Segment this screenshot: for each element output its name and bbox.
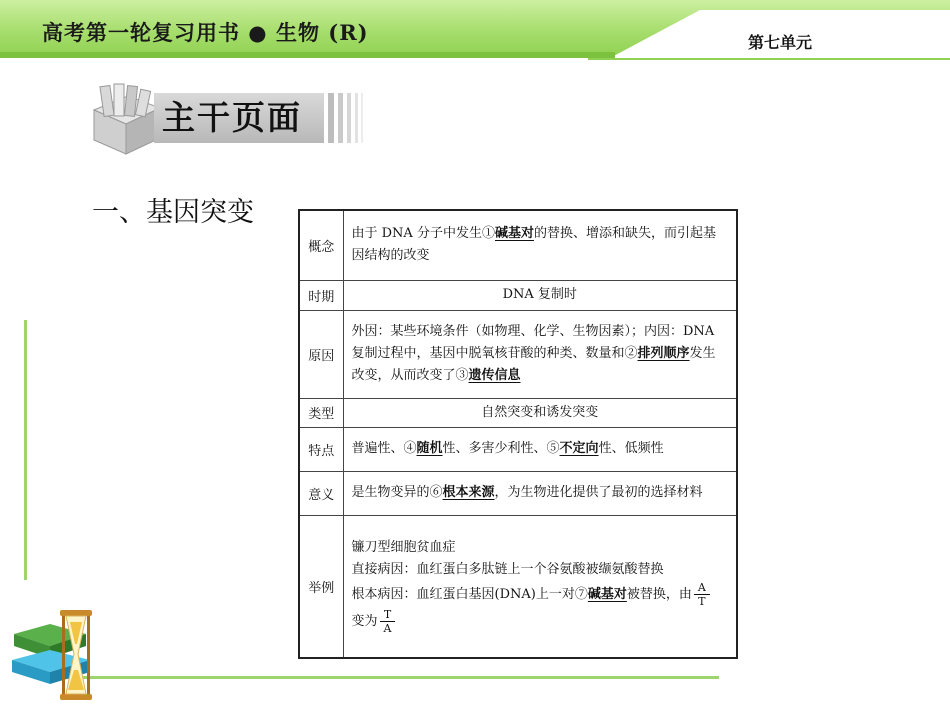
feature-text-1: 普遍性、④ <box>351 441 417 456</box>
left-decor-line <box>24 320 27 580</box>
row-label: 意义 <box>299 471 343 515</box>
concept-text-1: 由于 DNA 分子中发生① <box>351 226 495 242</box>
table-row <box>299 427 737 471</box>
feature-cell <box>343 427 737 471</box>
feature-text-2: 性、多害少利性、⑤ <box>442 441 560 456</box>
concept-cell <box>343 210 737 280</box>
example-line-4-text: 变为 <box>351 614 378 630</box>
example-line-4 <box>352 608 729 635</box>
table-row <box>299 210 737 280</box>
feature-text-3: 性、低频性 <box>598 441 664 456</box>
fraction-numerator: A <box>694 581 710 595</box>
type-cell: 自然突变和诱发突变 <box>343 398 737 427</box>
row-label: 特点 <box>299 427 343 471</box>
answer-1: 碱基对 <box>494 226 534 242</box>
example-line-1: 镰刀型细胞贫血症 <box>351 540 456 556</box>
book-title: 高考第一轮复习用书 ● 生物 (R) <box>42 20 369 45</box>
fraction-denominator: T <box>698 595 706 609</box>
badge-label: 主干页面 <box>162 98 302 137</box>
hourglass-books-icon <box>10 604 96 704</box>
books-icon <box>88 82 164 156</box>
example-line-3-text-1: 根本病因：血红蛋白基因(DNA)上一对⑦ <box>351 587 588 603</box>
row-label: 举例 <box>299 515 343 658</box>
header-banner-edge <box>0 52 615 58</box>
row-label: 类型 <box>299 398 343 427</box>
row-label: 概念 <box>299 210 343 280</box>
table-row <box>299 280 737 310</box>
answer-3: 遗传信息 <box>468 368 521 383</box>
row-label: 原因 <box>299 310 343 398</box>
table-row <box>299 471 737 515</box>
gene-mutation-table <box>298 209 738 659</box>
fraction-numerator: T <box>380 608 396 622</box>
answer-6: 根本来源 <box>442 485 495 500</box>
table-row <box>299 310 737 398</box>
example-line-3 <box>352 581 729 608</box>
example-line-2: 直接病因：血红蛋白多肽链上一个谷氨酸被缬氨酸替换 <box>351 562 664 578</box>
fraction-t-over-a <box>380 608 396 635</box>
unit-underline <box>588 58 950 60</box>
answer-5: 不定向 <box>559 441 599 456</box>
cause-cell <box>343 310 737 398</box>
fraction-denominator: A <box>383 622 392 636</box>
table-row <box>299 398 737 427</box>
answer-7: 碱基对 <box>587 587 627 603</box>
example-cell <box>343 515 737 658</box>
bottom-decor-line <box>54 676 719 679</box>
badge-stripes <box>326 93 366 143</box>
answer-2: 排列顺序 <box>637 346 690 361</box>
meaning-text-2: ，为生物进化提供了最初的选择材料 <box>494 485 703 500</box>
meaning-text-1: 是生物变异的⑥ <box>351 485 443 500</box>
answer-4: 随机 <box>416 441 443 456</box>
meaning-cell <box>343 471 737 515</box>
table-row <box>299 515 737 658</box>
cause-text-2: 发生改变，从而改变了③ <box>351 346 716 383</box>
fraction-a-over-t <box>694 581 710 608</box>
unit-label: 第七单元 <box>748 33 813 52</box>
example-line-3-text-2: 被替换，由 <box>626 587 692 603</box>
concept-text-2: 的替换、增添和缺失，而引起基因结构的改变 <box>351 226 716 264</box>
row-label: 时期 <box>299 280 343 310</box>
cause-text-1: 外因：某些环境条件（如物理、化学、生物因素）；内因：DNA 复制过程中，基因中脱氧核苷酸的种类、数量和② <box>351 324 715 361</box>
time-cell: DNA 复制时 <box>343 280 737 310</box>
section-title: 一、基因突变 <box>92 197 254 228</box>
